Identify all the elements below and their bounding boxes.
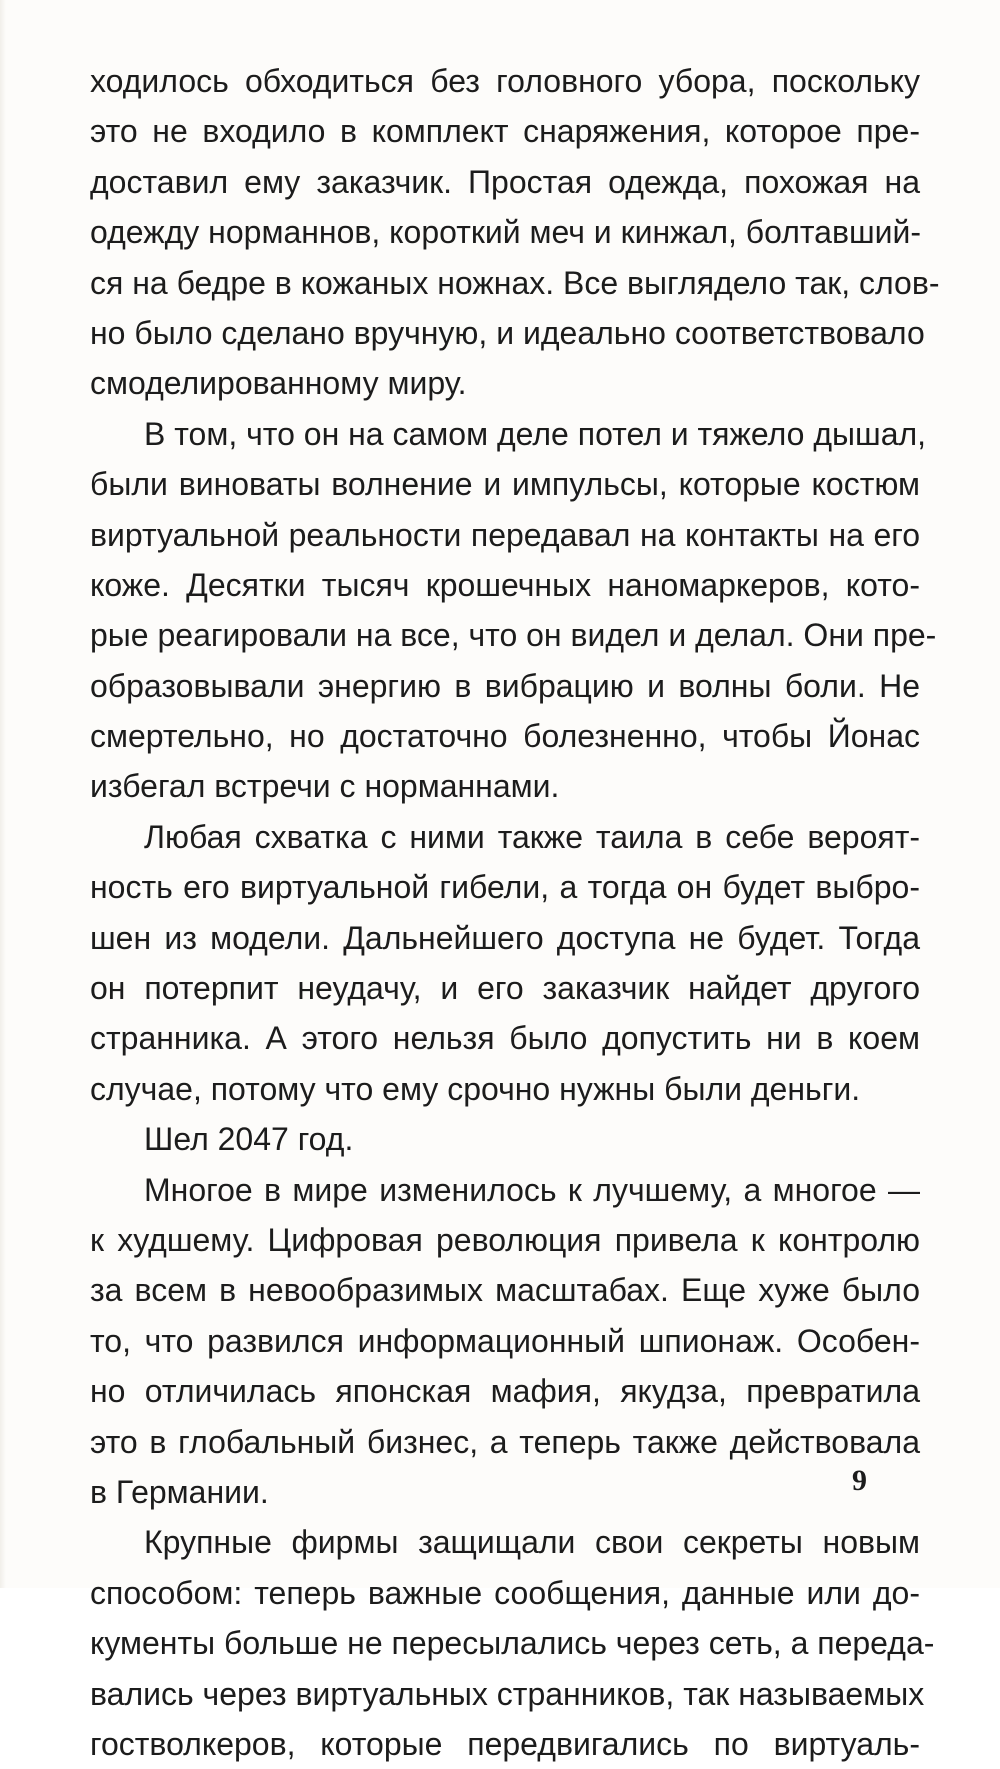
text-line: Многое в мире изменилось к лучшему, а многое — [144, 1171, 920, 1208]
text-line: В том, что он на самом деле потел и тяжело дышал, [144, 415, 927, 452]
text-line: шен из модели. Дальнейшего доступа не будет. Тогда [90, 919, 920, 956]
text-line: но было сделано вручную, и идеально соответствовало [90, 314, 925, 351]
text-line: были виноваты волнение и импульсы, которые костюм [90, 466, 920, 503]
text-line: образовывали энергию в вибрацию и волны боли. Не [90, 667, 920, 704]
text-line: это не входило в комплект снаряжения, которое пре- [90, 113, 920, 150]
text-line: вались через виртуальных странников, так называемых [90, 1675, 925, 1712]
text-line: Шел 2047 год. [144, 1121, 354, 1158]
text-line: случае, потому что ему срочно нужны были деньги. [90, 1070, 861, 1107]
text-line: за всем в невообразимых масштабах. Еще хуже было [90, 1272, 920, 1309]
text-line: коже. Десятки тысяч крошечных наномаркеров, кото- [90, 566, 920, 603]
text-line: но отличилась японская мафия, якудза, превратила [90, 1373, 920, 1410]
text-line: то, что развился информационный шпионаж. Особен- [90, 1322, 920, 1359]
text-line: избегал встречи с норманнами. [90, 768, 560, 805]
text-line: он потерпит неудачу, и его заказчик найдет другого [90, 970, 920, 1007]
text-line: виртуальной реальности передавал на контакты на его [90, 516, 920, 553]
page-number: 9 [852, 1464, 867, 1497]
text-line: это в глобальный бизнес, а теперь также действовала [90, 1423, 920, 1460]
text-line: способом: теперь важные сообщения, данные или до- [90, 1574, 920, 1611]
body-text [90, 56, 940, 1769]
text-line: смоделированному миру. [90, 365, 467, 402]
text-line: ся на бедре в кожаных ножнах. Все выглядело так, слов- [90, 264, 940, 301]
text-line: доставил ему заказчик. Простая одежда, похожая на [90, 163, 920, 200]
text-line: кументы больше не пересылались через сеть, а переда- [90, 1625, 935, 1662]
text-line: ность его виртуальной гибели, а тогда он будет выбро- [90, 869, 920, 906]
text-line: в Германии. [90, 1473, 269, 1510]
text-line: странника. А этого нельзя было допустить ни в коем [90, 1020, 920, 1057]
text-line: к худшему. Цифровая революция привела к контролю [90, 1221, 920, 1258]
text-line: одежду норманнов, короткий меч и кинжал, болтавший- [90, 214, 922, 251]
text-line: рые реагировали на все, что он видел и делал. Они пре- [90, 617, 937, 654]
text-line: ходилось обходиться без головного убора, поскольку [90, 63, 920, 99]
scan-edge-shadow [0, 0, 6, 1588]
text-line: Крупные фирмы защищали свои секреты новым [144, 1524, 920, 1561]
text-line: гостволкеров, которые передвигались по виртуаль- [90, 1725, 920, 1762]
text-line: Любая схватка с ними также таила в себе вероят- [144, 818, 920, 855]
text-line: смертельно, но достаточно болезненно, чтобы Йонас [90, 718, 920, 755]
